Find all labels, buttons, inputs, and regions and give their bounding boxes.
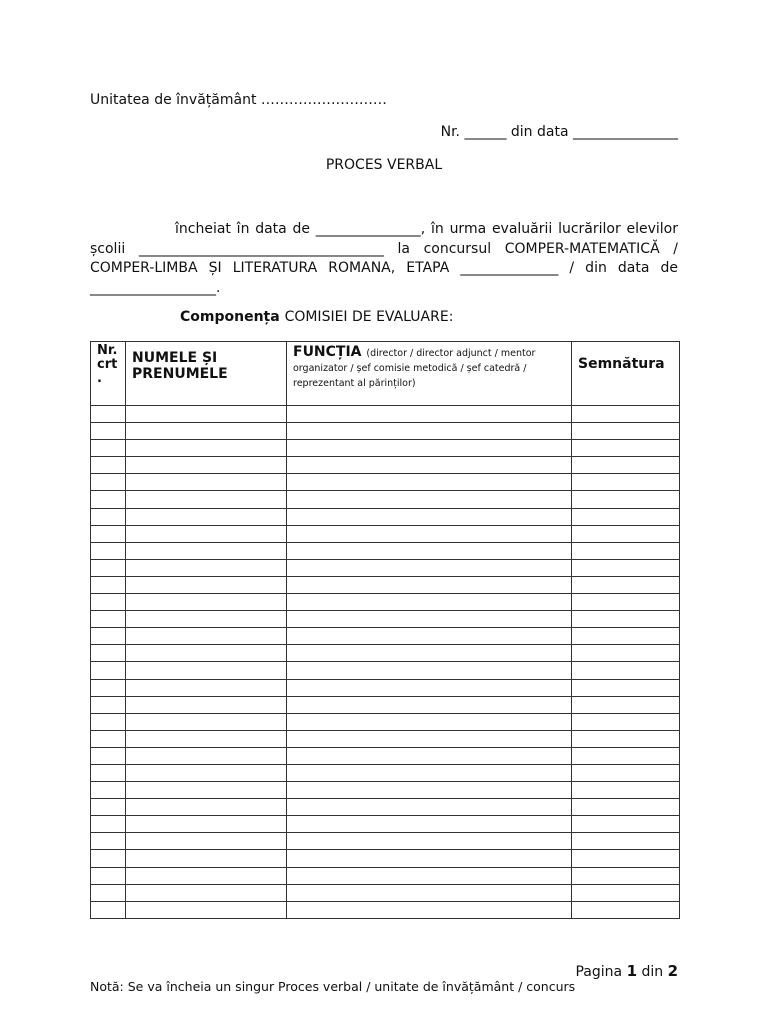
intro-line-4: __________________. (90, 279, 221, 296)
cell-nume (126, 696, 287, 713)
cell-nr (91, 730, 126, 747)
table-row (91, 799, 680, 816)
cell-semnatura (572, 457, 680, 474)
cell-nr (91, 525, 126, 542)
col-functia-label: FUNCȚIA (293, 344, 362, 360)
page-number (575, 962, 678, 980)
document-title: PROCES VERBAL (325, 157, 443, 173)
cell-nume (126, 508, 287, 525)
cell-nume (126, 525, 287, 542)
cell-nume (126, 901, 287, 918)
cell-nr (91, 679, 126, 696)
cell-semnatura (572, 559, 680, 576)
cell-nume (126, 491, 287, 508)
cell-nume (126, 559, 287, 576)
cell-nr (91, 833, 126, 850)
cell-nume (126, 457, 287, 474)
cell-nr (91, 611, 126, 628)
cell-nr (91, 576, 126, 593)
cell-nr (91, 559, 126, 576)
cell-nume (126, 816, 287, 833)
cell-semnatura (572, 713, 680, 730)
cell-nume (126, 423, 287, 440)
cell-nr (91, 901, 126, 918)
cell-functia (287, 764, 572, 781)
cell-nr (91, 645, 126, 662)
section-heading-bold: COMISIEI DE EVALUARE (284, 309, 449, 325)
cell-nr (91, 594, 126, 611)
cell-semnatura (572, 901, 680, 918)
table-body (91, 406, 680, 919)
table-row (91, 730, 680, 747)
cell-semnatura (572, 833, 680, 850)
col-semnatura: Semnătura (572, 342, 680, 406)
cell-nume (126, 764, 287, 781)
col-nume-prenume: NUMELE ȘI PRENUMELE (126, 342, 287, 406)
cell-semnatura (572, 542, 680, 559)
cell-functia (287, 679, 572, 696)
cell-functia (287, 576, 572, 593)
cell-nume (126, 730, 287, 747)
footer-note: Notă: Se va încheia un singur Proces verbal / unitate de învățământ / concurs (90, 979, 576, 994)
cell-semnatura (572, 679, 680, 696)
intro-line-1: încheiat în data de _______________, în urma evaluării lucrărilor elevilor (175, 221, 678, 237)
cell-nume (126, 833, 287, 850)
table-row (91, 525, 680, 542)
cell-functia (287, 645, 572, 662)
cell-semnatura (572, 508, 680, 525)
cell-functia (287, 799, 572, 816)
cell-functia (287, 747, 572, 764)
cell-functia (287, 611, 572, 628)
cell-semnatura (572, 816, 680, 833)
section-heading (180, 309, 453, 325)
cell-nume (126, 474, 287, 491)
cell-nr (91, 491, 126, 508)
cell-functia (287, 901, 572, 918)
cell-nume (126, 850, 287, 867)
cell-nr (91, 542, 126, 559)
section-heading-prefix: Componența (180, 309, 285, 325)
cell-nr (91, 884, 126, 901)
cell-semnatura (572, 850, 680, 867)
cell-nr (91, 764, 126, 781)
cell-semnatura (572, 884, 680, 901)
cell-functia (287, 867, 572, 884)
table-row (91, 816, 680, 833)
table-row (91, 901, 680, 918)
cell-nume (126, 782, 287, 799)
cell-functia (287, 525, 572, 542)
table-row (91, 440, 680, 457)
cell-nume (126, 406, 287, 423)
table-row (91, 884, 680, 901)
cell-nume (126, 747, 287, 764)
cell-nume (126, 713, 287, 730)
table-row (91, 713, 680, 730)
cell-semnatura (572, 406, 680, 423)
table-row (91, 594, 680, 611)
cell-nr (91, 747, 126, 764)
cell-semnatura (572, 474, 680, 491)
cell-nr (91, 816, 126, 833)
cell-semnatura (572, 525, 680, 542)
cell-nr (91, 850, 126, 867)
table-row (91, 508, 680, 525)
cell-semnatura (572, 576, 680, 593)
cell-nr (91, 799, 126, 816)
cell-nr (91, 696, 126, 713)
table-row (91, 782, 680, 799)
table-row (91, 662, 680, 679)
cell-nr (91, 423, 126, 440)
col-functia-note: (director / director adjunct / mentor organizator / șef comisie metodică / șef catedră / reprezentant al părinților) (293, 348, 536, 389)
cell-nr (91, 406, 126, 423)
cell-nr (91, 508, 126, 525)
cell-functia (287, 457, 572, 474)
cell-functia (287, 559, 572, 576)
table-row (91, 833, 680, 850)
cell-functia (287, 594, 572, 611)
table-row (91, 559, 680, 576)
cell-nr (91, 474, 126, 491)
table-row (91, 850, 680, 867)
table-row (91, 457, 680, 474)
page-current: 1 (626, 962, 637, 980)
cell-functia (287, 508, 572, 525)
cell-semnatura (572, 645, 680, 662)
cell-semnatura (572, 594, 680, 611)
commission-table (90, 341, 680, 919)
page-total: 2 (667, 962, 678, 980)
cell-semnatura (572, 764, 680, 781)
cell-nume (126, 867, 287, 884)
cell-functia (287, 850, 572, 867)
cell-functia (287, 833, 572, 850)
cell-nr (91, 440, 126, 457)
table-row (91, 628, 680, 645)
cell-nr (91, 457, 126, 474)
cell-nr (91, 867, 126, 884)
cell-nume (126, 611, 287, 628)
cell-nume (126, 679, 287, 696)
intro-line-2: școlii ___________________________________ la concursul COMPER-MATEMATICĂ / (90, 240, 678, 257)
cell-nr (91, 782, 126, 799)
cell-semnatura (572, 799, 680, 816)
cell-nr (91, 662, 126, 679)
cell-functia (287, 542, 572, 559)
cell-functia (287, 730, 572, 747)
cell-nume (126, 645, 287, 662)
cell-functia (287, 696, 572, 713)
cell-semnatura (572, 747, 680, 764)
cell-nr (91, 628, 126, 645)
cell-nume (126, 594, 287, 611)
table-header-row (91, 342, 680, 406)
cell-semnatura (572, 696, 680, 713)
cell-functia (287, 884, 572, 901)
cell-nume (126, 628, 287, 645)
cell-functia (287, 440, 572, 457)
cell-semnatura (572, 662, 680, 679)
table-row (91, 406, 680, 423)
table-row (91, 576, 680, 593)
cell-semnatura (572, 440, 680, 457)
table-row (91, 867, 680, 884)
table-row (91, 474, 680, 491)
table-row (91, 645, 680, 662)
cell-functia (287, 628, 572, 645)
section-heading-suffix: : (448, 309, 454, 325)
cell-functia (287, 423, 572, 440)
cell-nume (126, 662, 287, 679)
table-row (91, 491, 680, 508)
cell-functia (287, 713, 572, 730)
table-row (91, 764, 680, 781)
cell-semnatura (572, 611, 680, 628)
cell-semnatura (572, 628, 680, 645)
cell-functia (287, 782, 572, 799)
intro-paragraph (90, 220, 678, 298)
cell-nume (126, 576, 287, 593)
cell-functia (287, 406, 572, 423)
cell-nume (126, 542, 287, 559)
cell-semnatura (572, 782, 680, 799)
nr-date-line: Nr. ______ din data _______________ (440, 124, 678, 140)
table-row (91, 542, 680, 559)
cell-semnatura (572, 491, 680, 508)
cell-functia (287, 662, 572, 679)
col-functia (287, 342, 572, 406)
page-of: din (637, 964, 668, 980)
page-number-label: Pagina (575, 964, 627, 980)
cell-functia (287, 816, 572, 833)
table-row (91, 747, 680, 764)
cell-nume (126, 799, 287, 816)
intro-line-3: COMPER-LIMBA ȘI LITERATURA ROMANA, ETAPA ______________ / din data de (90, 260, 678, 276)
table-row (91, 423, 680, 440)
cell-semnatura (572, 730, 680, 747)
cell-nume (126, 884, 287, 901)
cell-nr (91, 713, 126, 730)
cell-functia (287, 491, 572, 508)
cell-semnatura (572, 867, 680, 884)
table-row (91, 679, 680, 696)
cell-semnatura (572, 423, 680, 440)
table-row (91, 611, 680, 628)
cell-nume (126, 440, 287, 457)
table-row (91, 696, 680, 713)
col-nr-crt: Nr. crt . (91, 342, 126, 406)
cell-functia (287, 474, 572, 491)
unitate-label: Unitatea de învățământ ……………………… (90, 92, 387, 108)
